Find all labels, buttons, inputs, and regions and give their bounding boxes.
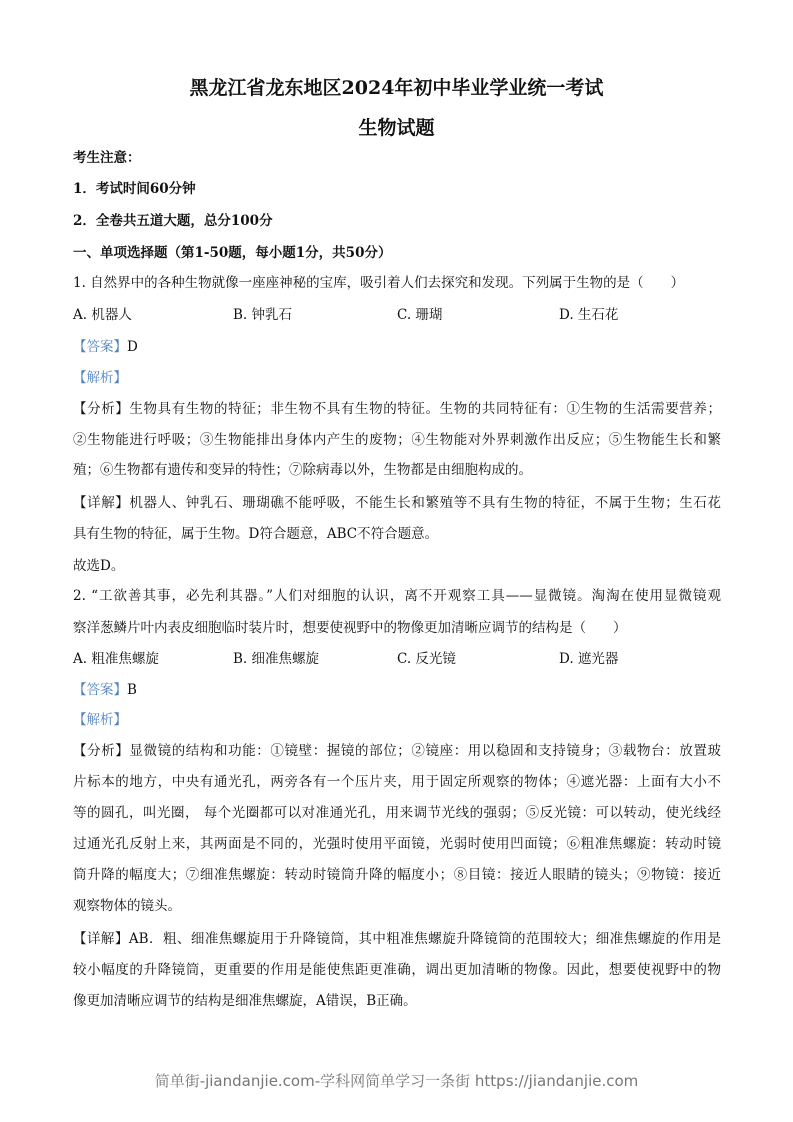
footer-watermark: 简单街-jiandanjie.com-学科网简单学习一条街 https://jiandanjie.com	[154, 1072, 639, 1090]
fenxi-tag: 【分析】	[73, 743, 130, 759]
fenxi-line: 过通光孔反射上来，其两面是不同的，光强时使用平面镜，光弱时使用凹面镜；⑥粗准焦螺旋：转动时镜	[73, 836, 721, 852]
option-a: A. 机器人	[73, 307, 132, 323]
fenxi-line	[73, 741, 721, 761]
xiangjie-line: 较小幅度的升降镜筒，更重要的作用是能使焦距更准确，调出更加清晰的物像。因此，想要使视野中的物	[73, 962, 721, 978]
fenxi-tag: 【分析】	[73, 401, 130, 417]
xiangjie-text: AB．粗、细准焦螺旋用于升降镜筒，其中粗准焦螺旋升降镜筒的范围较大；细准焦螺旋的作用是	[128, 931, 722, 947]
answer-line	[73, 680, 721, 700]
conclusion: 故选D。	[73, 558, 125, 574]
option-a: A. 粗准焦螺旋	[73, 651, 159, 667]
fenxi-line: 殖；⑥生物都有遗传和变异的特性；⑦除病毒以外，生物都是由细胞构成的。	[73, 462, 532, 478]
section-heading: 一、单项选择题（第1-50题，每小题1分，共50分）	[73, 245, 392, 261]
fenxi-line: 等的圆孔，叫光圈， 每个光圈都可以对准通光孔，用来调节光线的强弱；⑤反光镜：可以转动，使光线经	[73, 805, 721, 821]
xiangjie-line	[73, 929, 721, 949]
fenxi-text: 生物具有生物的特征；非生物不具有生物的特征。生物的共同特征有：①生物的生活需要营养；	[129, 401, 722, 417]
fenxi-line: 观察物体的镜头。	[73, 898, 181, 914]
fenxi-text: 显微镜的结构和功能：①镜壁：握镜的部位；②镜座：用以稳固和支持镜身；③载物台：放置玻	[129, 743, 722, 759]
option-c: C. 反光镜	[397, 651, 456, 667]
notice-item: 2．全卷共五道大题，总分100分	[73, 213, 273, 229]
answer-line	[73, 337, 721, 357]
doc-subtitle: 生物试题	[358, 117, 435, 139]
xiangjie-tag: 【详解】	[73, 495, 130, 511]
answer-value: D	[127, 339, 138, 355]
option-d: D. 遮光器	[559, 651, 619, 667]
option-d: D. 生石花	[559, 307, 619, 323]
fenxi-line: 筒升降的幅度大；⑦细准焦螺旋：转动时镜筒升降的幅度小；⑧目镜：接近人眼睛的镜头；⑨物镜：接近	[73, 867, 721, 883]
xiangjie-tag: 【详解】	[73, 931, 129, 947]
xiangjie-line	[73, 493, 721, 513]
answer-tag: 【答案】	[73, 339, 127, 355]
option-b: B. 钟乳石	[233, 307, 293, 323]
answer-tag: 【答案】	[73, 682, 127, 698]
notice-item: 1．考试时间60分钟	[73, 181, 196, 197]
answer-value: B	[127, 682, 137, 698]
question-stem: 2. “工欲善其事，必先利其器。”人们对细胞的认识，离不开观察工具——显微镜。淘淘在使用显微镜观	[73, 588, 721, 604]
fenxi-line	[73, 399, 721, 419]
question-stem: 1. 自然界中的各种生物就像一座座神秘的宝库，吸引着人们去探究和发现。下列属于生物的是（ ）	[73, 275, 685, 291]
fenxi-line: 片标本的地方，中央有通光孔，两旁各有一个压片夹，用于固定所观察的物体；④遮光器：上面有大小不	[73, 774, 721, 790]
xiangjie-text: 机器人、钟乳石、珊瑚礁不能呼吸，不能生长和繁殖等不具有生物的特征，不属于生物；生石花	[129, 495, 722, 511]
doc-title: 黑龙江省龙东地区2024年初中毕业学业统一考试	[189, 77, 604, 99]
option-c: C. 珊瑚	[397, 307, 443, 323]
analysis-tag: 【解析】	[73, 712, 127, 728]
analysis-tag: 【解析】	[73, 370, 127, 386]
xiangjie-line: 具有生物的特征，属于生物。D符合题意，ABC不符合题意。	[73, 526, 439, 542]
question-stem: 察洋葱鳞片叶内表皮细胞临时装片时，想要使视野中的物像更加清晰应调节的结构是（ ）	[73, 620, 627, 636]
option-b: B. 细准焦螺旋	[233, 651, 320, 667]
fenxi-line: ②生物能进行呼吸；③生物能排出身体内产生的废物；④生物能对外界刺激作出反应；⑤生物能生长和繁	[73, 432, 721, 448]
notice-heading: 考生注意：	[73, 150, 141, 166]
xiangjie-line: 像更加清晰应调节的结构是细准焦螺旋，A错误，B正确。	[73, 993, 417, 1009]
